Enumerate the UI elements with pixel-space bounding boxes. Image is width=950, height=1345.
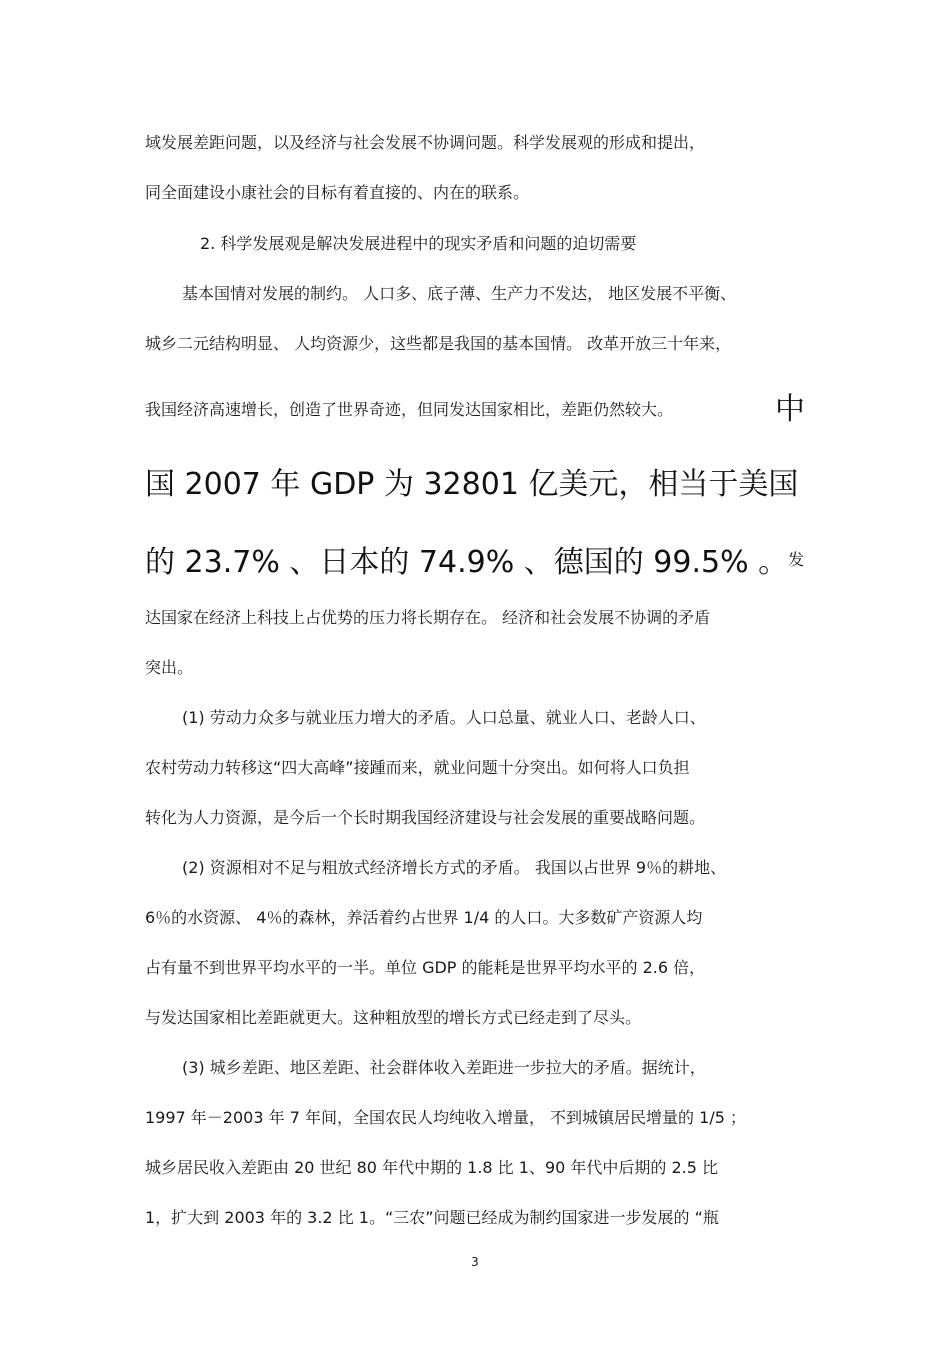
text-line-8: 突出。 — [145, 658, 194, 677]
text-line-2: 同全面建设小康社会的目标有着直接的、内在的联系。 — [145, 183, 530, 202]
large-char-zhong: 中 — [775, 392, 805, 427]
text-line-18: 城乡居民收入差距由 20 世纪 80 年代中期的 1.8 比 1、90 年代中后期的 2.5 比 — [145, 1158, 719, 1177]
text-line-10: 农村劳动力转移这“四大高峰”接踵而来，就业问题十分突出。如何将人口负担 — [145, 758, 690, 777]
text-line-14: 占有量不到世界平均水平的一半。单位 GDP 的能耗是世界平均水平的 2.6 倍， — [145, 958, 706, 977]
text-line-19: 1，扩大到 2003 年的 3.2 比 1。“三农”问题已经成为制约国家进一步发展的 “瓶 — [145, 1208, 719, 1227]
text-line-12: (2) 资源相对不足与粗放式经济增长方式的矛盾。 我国以占世界 9％的耕地、 — [182, 858, 727, 877]
text-line-15: 与发达国家相比差距就更大。这种粗放型的增长方式已经走到了尽头。 — [145, 1008, 642, 1027]
text-line-1: 域发展差距问题，以及经济与社会发展不协调问题。科学发展观的形成和提出， — [145, 133, 706, 152]
page-number: 3 — [471, 1255, 479, 1269]
text-line-4: 基本国情对发展的制约。 人口多、底子薄、生产力不发达， 地区发展不平衡、 — [182, 284, 737, 303]
text-line-17: 1997 年－2003 年 7 年间，全国农民人均纯收入增量， 不到城镇居民增量的 1/5 ； — [145, 1108, 746, 1127]
large-text-line-1: 国 2007 年 GDP 为 32801 亿美元，相当于美国 — [145, 467, 799, 502]
text-line-11: 转化为人力资源，是今后一个长时期我国经济建设与社会发展的重要战略问题。 — [145, 808, 706, 827]
text-line-7: 达国家在经济上科技上占优势的压力将长期存在。 经济和社会发展不协调的矛盾 — [145, 608, 711, 627]
text-line-13: 6％的水资源、 4％的森林，养活着约占世界 1/4 的人口。大多数矿产资源人均 — [145, 908, 703, 927]
section-heading-2: 2. 科学发展观是解决发展进程中的现实矛盾和问题的迫切需要 — [200, 234, 637, 253]
large-text-line-2-tail: 发 — [788, 550, 805, 569]
text-line-6: 我国经济高速增长，创造了世界奇迹，但同发达国家相比，差距仍然较大。 — [145, 400, 674, 419]
text-line-9: (1) 劳动力众多与就业压力增大的矛盾。人口总量、就业人口、老龄人口、 — [182, 708, 706, 727]
text-line-5: 城乡二元结构明显、 人均资源少，这些都是我国的基本国情。 改革开放三十年来， — [145, 334, 732, 353]
large-text-line-2 — [145, 542, 804, 581]
large-text-line-2-main: 的 23.7% 、日本的 74.9% 、德国的 99.5% 。 — [145, 545, 789, 580]
text-line-16: (3) 城乡差距、地区差距、社会群体收入差距进一步拉大的矛盾。据统计， — [182, 1058, 706, 1077]
